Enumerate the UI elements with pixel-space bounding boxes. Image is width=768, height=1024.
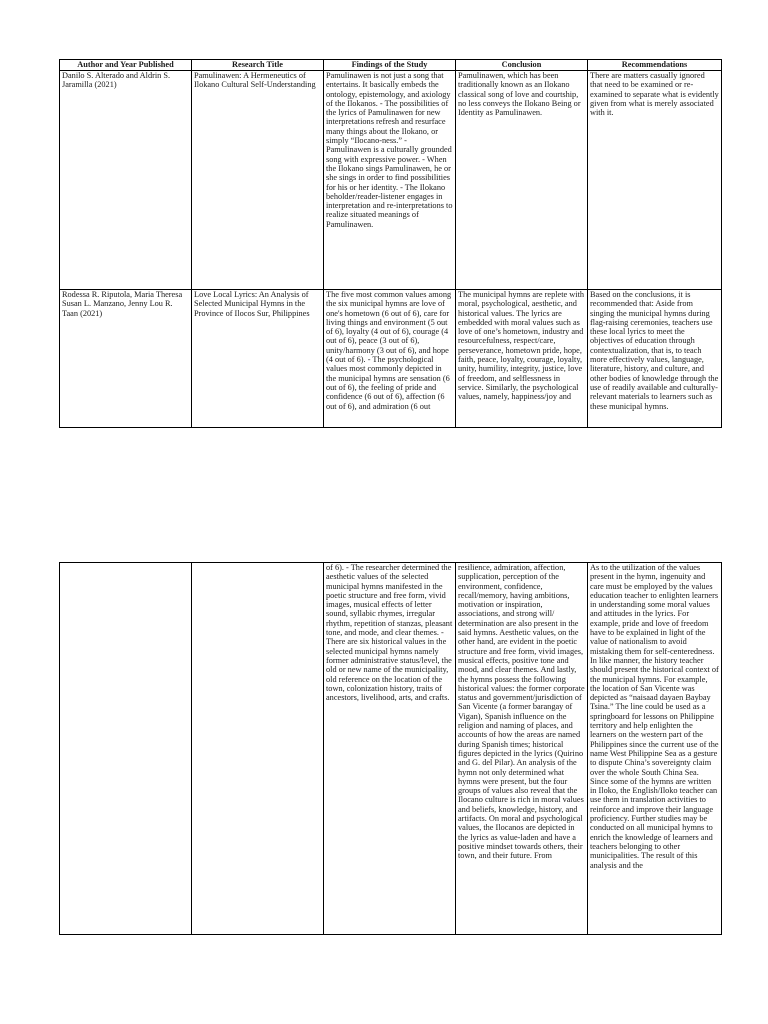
recommendations-cell: There are matters casually ignored that need to be examined or re-examined to separate what is evidently given from what is merely associated with it. — [588, 71, 722, 290]
header-recommendations: Recommendations — [588, 60, 722, 71]
title-cell: Pamulinawen: A Hermeneutics of Ilokano Cultural Self-Understanding — [192, 71, 324, 290]
title-cell — [192, 563, 324, 935]
conclusion-cell — [456, 563, 588, 935]
recommendations-text: As to the utilization of the values present in the hymn, ingenuity and care must be employed by the values education teacher to enlighten learners in understanding some moral values and attitudes in the lyrics. For example, pride and love of freedom have to be explained in light of the value of nationalism to avoid mistaking them for self-centeredness. In like manner, the history teacher should present the historical context of the municipal hymns. For example, the location of San Vicente was depicted as “naisaad dayaen Baybay Tsina.” The line could be used as a springboard for lessons on Philippine territory and help enlighten the learners on the western part of the Philippines since the current use of the name West Philippine Sea as a gesture to dispute China’s sovereignty claim over the whole South China Sea. Since some of the hymns are written in Iloko, the English/Iloko teacher can use them in translation activities to reinforce and improve their language proficiency. Further studies may be conducted on all municipal hymns to enrich the knowledge of learners and teachers belonging to other municipalities. The result of this analysis and the — [590, 563, 719, 870]
author-cell — [60, 563, 192, 935]
findings-text: of 6). - The researcher determined the aesthetic values of the selected municipal hymns manifested in the poetic structure and free form, vivid images, musical effects of letter sound, syllabic rhymes, irregular rhythm, repetition of stanzas, pleasant tone, and mode, and clear themes. - There are six historical values in the selected municipal hymns namely former administrative status/level, the old or new name of the municipality, old reference on the location of the town, colonization history, traits of ancestors, livelihood, arts, and crafts. — [326, 563, 453, 703]
conclusion-cell: Pamulinawen, which has been traditionally known as an Ilokano classical song of love and courtship, no less conveys the Ilokano Being or Identity as Pamulinawen. — [456, 71, 588, 290]
recommendations-text: Based on the conclusions, it is recommended that: Aside from singing the municipal hymns during flag-raising ceremonies, teachers use these local lyrics to meet the objectives of education through contextualization, that is, to teach more effectively values, language, literature, history, and culture, and other bodies of knowledge through the use of readily available and culturally-relevant materials to learners such as these municipal hymns. — [590, 290, 719, 411]
header-findings: Findings of the Study — [324, 60, 456, 71]
recommendations-cell — [588, 563, 722, 935]
title-text: Love Local Lyrics: An Analysis of Selected Municipal Hymns in the Province of Ilocos Sur, Philippines — [194, 290, 310, 318]
author-text: Rodessa R. Riputola, Maria Theresa Susan L. Manzano, Jenny Lou R. Taan (2021) — [62, 290, 183, 318]
conclusion-text: The municipal hymns are replete with moral, psychological, aesthetic, and historical values. The lyrics are embedded with moral values such as love of one’s hometown, industry and resourcefulness, respect/care, perseverance, hometown pride, hope, faith, peace, loyalty, courage, loyalty, unity, humility, integrity, justice, love of freedom, and selflessness in service. Similarly, the psychological values, namely, happiness/joy and — [458, 290, 585, 402]
author-cell: Danilo S. Alterado and Aldrin S. Jaramilla (2021) — [60, 71, 192, 290]
header-author: Author and Year Published — [60, 60, 192, 71]
title-text — [194, 563, 321, 934]
findings-text: The five most common values among the six municipal hymns are love of one's hometown (6 out of 6), care for living things and environment (5 out of 6), loyalty (4 out of 6), courage (4 out of 6), peace (3 out of 6), unity/harmony (3 out of 6), and hope (4 out of 6). - The psychological values most commonly depicted in the municipal hymns are sensation (6 out of 6), the feeling of pride and confidence (6 out of 6), affection (6 out of 6), and admiration (6 out — [326, 290, 452, 411]
table-header-row — [60, 60, 722, 71]
findings-cell: Pamulinawen is not just a song that entertains. It basically embeds the ontology, epistemology, and axiology of the Ilokanos. - The possibilities of the lyrics of Pamulinawen for new interpretations refresh and resurface many things about the Ilokano, or simply “Ilocano-ness.” - Pamulinawen is a culturally grounded song with expressive power. - When the Ilokano sings Pamulinawen, he or she sings in order to find possibilities for his or her identity. - The Ilokano beholder/reader-listener engages in interpretation and re-interpretations to realize situated meanings of Pamulinawen. — [324, 71, 456, 290]
table-row — [60, 563, 722, 935]
title-cell — [192, 290, 324, 428]
conclusion-text: resilience, admiration, affection, supplication, perception of the environment, confidence, recall/memory, having ambitions, motivation or inspiration, associations, and strong will/ determination are also present in the said hymns. Aesthetic values, on the other hand, are evident in the poetic structure and free form, vivid images, musical effects, positive tone and mood, and clear themes. And lastly, the hymns possess the following historical values: the former corporate status and government/jurisdiction of San Vicente (a former barangay of Vigan), Spanish influence on the religion and naming of places, and accounts of how the areas are named during Spanish times; historical figures depicted in the lyrics (Quirino and G. del Pilar). An analysis of the hymn not only determined what hymns were present, but the four groups of values also reveal that the Ilocano culture is rich in moral values and beliefs, knowledge, history, and artifacts. On moral and psychological values, the Ilocanos are depicted in the lyrics as value-laden and have a positive mindset towards others, their town, and their future. From — [458, 563, 585, 861]
table-row — [60, 71, 722, 290]
recommendations-cell — [588, 290, 722, 428]
header-conclusion: Conclusion — [456, 60, 588, 71]
table-row — [60, 290, 722, 428]
author-cell — [60, 290, 192, 428]
literature-table-page-part-1 — [59, 59, 722, 428]
conclusion-cell — [456, 290, 588, 428]
header-research-title: Research Title — [192, 60, 324, 71]
findings-cell — [324, 290, 456, 428]
author-text — [62, 563, 189, 934]
findings-cell — [324, 563, 456, 935]
literature-table-page-part-2 — [59, 562, 722, 935]
